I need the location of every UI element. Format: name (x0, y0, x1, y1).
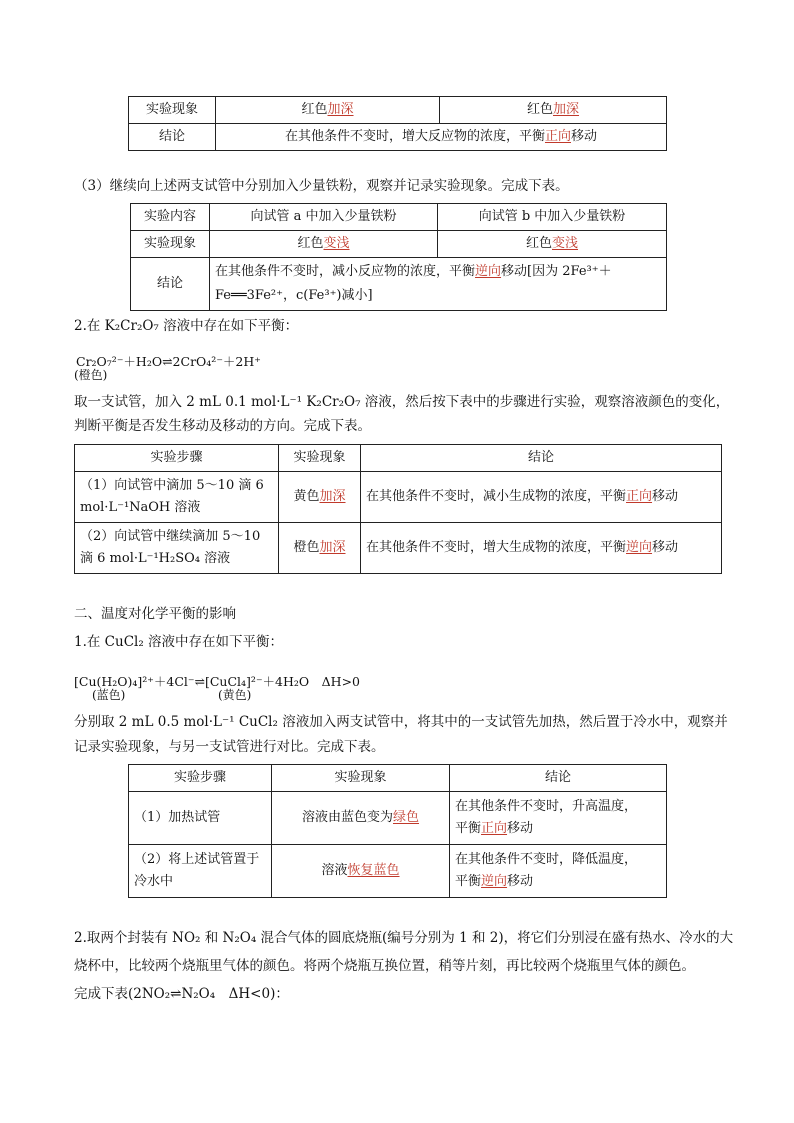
table-row (129, 97, 667, 124)
paragraph: 烧杯中，比较两个烧瓶里气体的颜色。将两个烧瓶互换位置，稍等片刻，再比较两个烧瓶里气体的颜色。 (74, 958, 695, 974)
section-2-intro: 2.在 K₂Cr₂O₇ 溶液中存在如下平衡： (74, 318, 299, 334)
section-intro: 1.在 CuCl₂ 溶液中存在如下平衡： (74, 634, 284, 650)
cell-step: （1）加热试管 (129, 792, 272, 845)
table-row (131, 204, 667, 231)
table-row (75, 523, 722, 574)
cell-conclusion: 在其他条件不变时，减小生成物的浓度，平衡正向移动 (361, 472, 722, 523)
table-row (131, 258, 667, 311)
row-label: 实验现象 (131, 231, 210, 258)
answer-text: 正向 (544, 129, 571, 144)
cell-phenomenon: 溶液由蓝色变为绿色 (272, 792, 450, 845)
equation-1-label: (橙色) (74, 368, 108, 382)
answer-text: 加深 (553, 102, 580, 117)
paragraph: 2.取两个封装有 NO₂ 和 N₂O₄ 混合气体的圆底烧瓶(编号分别为 1 和 2)，将它们分别浸在盛有热水、冷水的大 (74, 930, 734, 946)
answer-text: 逆向 (475, 264, 502, 279)
cell-conclusion: 在其他条件不变时，减小反应物的浓度，平衡逆向移动[因为 2Fe³⁺＋ Fe══3Fe²⁺，c(Fe³⁺)减小] (210, 258, 667, 311)
column-header: 实验步骤 (75, 445, 279, 472)
table-row (129, 845, 667, 898)
table-row (129, 124, 667, 151)
cell-step: （1）向试管中滴加 5～10 滴 6 mol·L⁻¹NaOH 溶液 (75, 472, 279, 523)
cell-phenomenon: 黄色加深 (279, 472, 361, 523)
answer-text: 正向 (626, 489, 653, 504)
equation-2-label-blue: (蓝色) (92, 688, 126, 702)
cell-phenomenon-a: 红色加深 (216, 97, 440, 124)
answer-text: 变浅 (323, 236, 350, 251)
cell-conclusion: 在其他条件不变时，降低温度， 平衡逆向移动 (450, 845, 667, 898)
cell-conclusion: 在其他条件不变时，增大生成物的浓度，平衡逆向移动 (361, 523, 722, 574)
table-2 (130, 203, 667, 311)
paragraph: 判断平衡是否发生移动及移动的方向。完成下表。 (74, 418, 371, 434)
table-row (129, 765, 667, 792)
answer-text: 加深 (327, 102, 354, 117)
cell-content-b: 向试管 b 中加入少量铁粉 (438, 204, 667, 231)
paragraph: 记录实验现象，与另一支试管进行对比。完成下表。 (74, 739, 385, 755)
equation-1: Cr₂O₇²⁻＋H₂O⇌2CrO₄²⁻＋2H⁺ (76, 354, 261, 369)
cell-conclusion: 在其他条件不变时，升高温度， 平衡正向移动 (450, 792, 667, 845)
answer-text: 变浅 (552, 236, 579, 251)
cell-step: （2）向试管中继续滴加 5～10 滴 6 mol·L⁻¹H₂SO₄ 溶液 (75, 523, 279, 574)
row-label: 结论 (129, 124, 216, 151)
row-label: 结论 (131, 258, 210, 311)
table-row (75, 472, 722, 523)
column-header: 实验步骤 (129, 765, 272, 792)
cell-step: （2）将上述试管置于 冷水中 (129, 845, 272, 898)
answer-text: 加深 (319, 489, 346, 504)
paragraph: 分别取 2 mL 0.5 mol·L⁻¹ CuCl₂ 溶液加入两支试管中，将其中的一支试管先加热，然后置于冷水中，观察并 (74, 714, 728, 730)
cell-phenomenon: 橙色加深 (279, 523, 361, 574)
answer-text: 逆向 (481, 874, 508, 889)
cell-phenomenon: 溶液恢复蓝色 (272, 845, 450, 898)
cell-conclusion: 在其他条件不变时，增大反应物的浓度，平衡正向移动 (216, 124, 667, 151)
table-1 (128, 96, 667, 151)
table-3 (74, 444, 722, 574)
paragraph-3: （3）继续向上述两支试管中分别加入少量铁粉，观察并记录实验现象。完成下表。 (74, 178, 569, 194)
answer-text: 恢复蓝色 (347, 863, 400, 878)
column-header: 结论 (361, 445, 722, 472)
section-heading: 二、温度对化学平衡的影响 (74, 606, 236, 622)
cell-content-a: 向试管 a 中加入少量铁粉 (210, 204, 438, 231)
table-row (131, 231, 667, 258)
column-header: 实验现象 (272, 765, 450, 792)
row-label: 实验内容 (131, 204, 210, 231)
answer-text: 绿色 (393, 810, 420, 825)
answer-text: 加深 (319, 540, 346, 555)
paragraph: 取一支试管，加入 2 mL 0.1 mol·L⁻¹ K₂Cr₂O₇ 溶液，然后按下表中的步骤进行实验，观察溶液颜色的变化， (74, 394, 730, 410)
table-row (129, 792, 667, 845)
column-header: 结论 (450, 765, 667, 792)
cell-phenomenon-a: 红色变浅 (210, 231, 438, 258)
cell-phenomenon-b: 红色加深 (440, 97, 667, 124)
row-label: 实验现象 (129, 97, 216, 124)
equation-2-label-yellow: (黄色) (218, 688, 252, 702)
cell-phenomenon-b: 红色变浅 (438, 231, 667, 258)
table-4 (128, 764, 667, 898)
column-header: 实验现象 (279, 445, 361, 472)
equation-2: [Cu(H₂O)₄]²⁺＋4Cl⁻⇌[CuCl₄]²⁻＋4H₂O ΔH>0 (74, 674, 361, 689)
answer-text: 逆向 (626, 540, 653, 555)
table-row (75, 445, 722, 472)
answer-text: 正向 (481, 821, 508, 836)
paragraph: 完成下表(2NO₂⇌N₂O₄ ΔH<0)： (74, 986, 289, 1002)
